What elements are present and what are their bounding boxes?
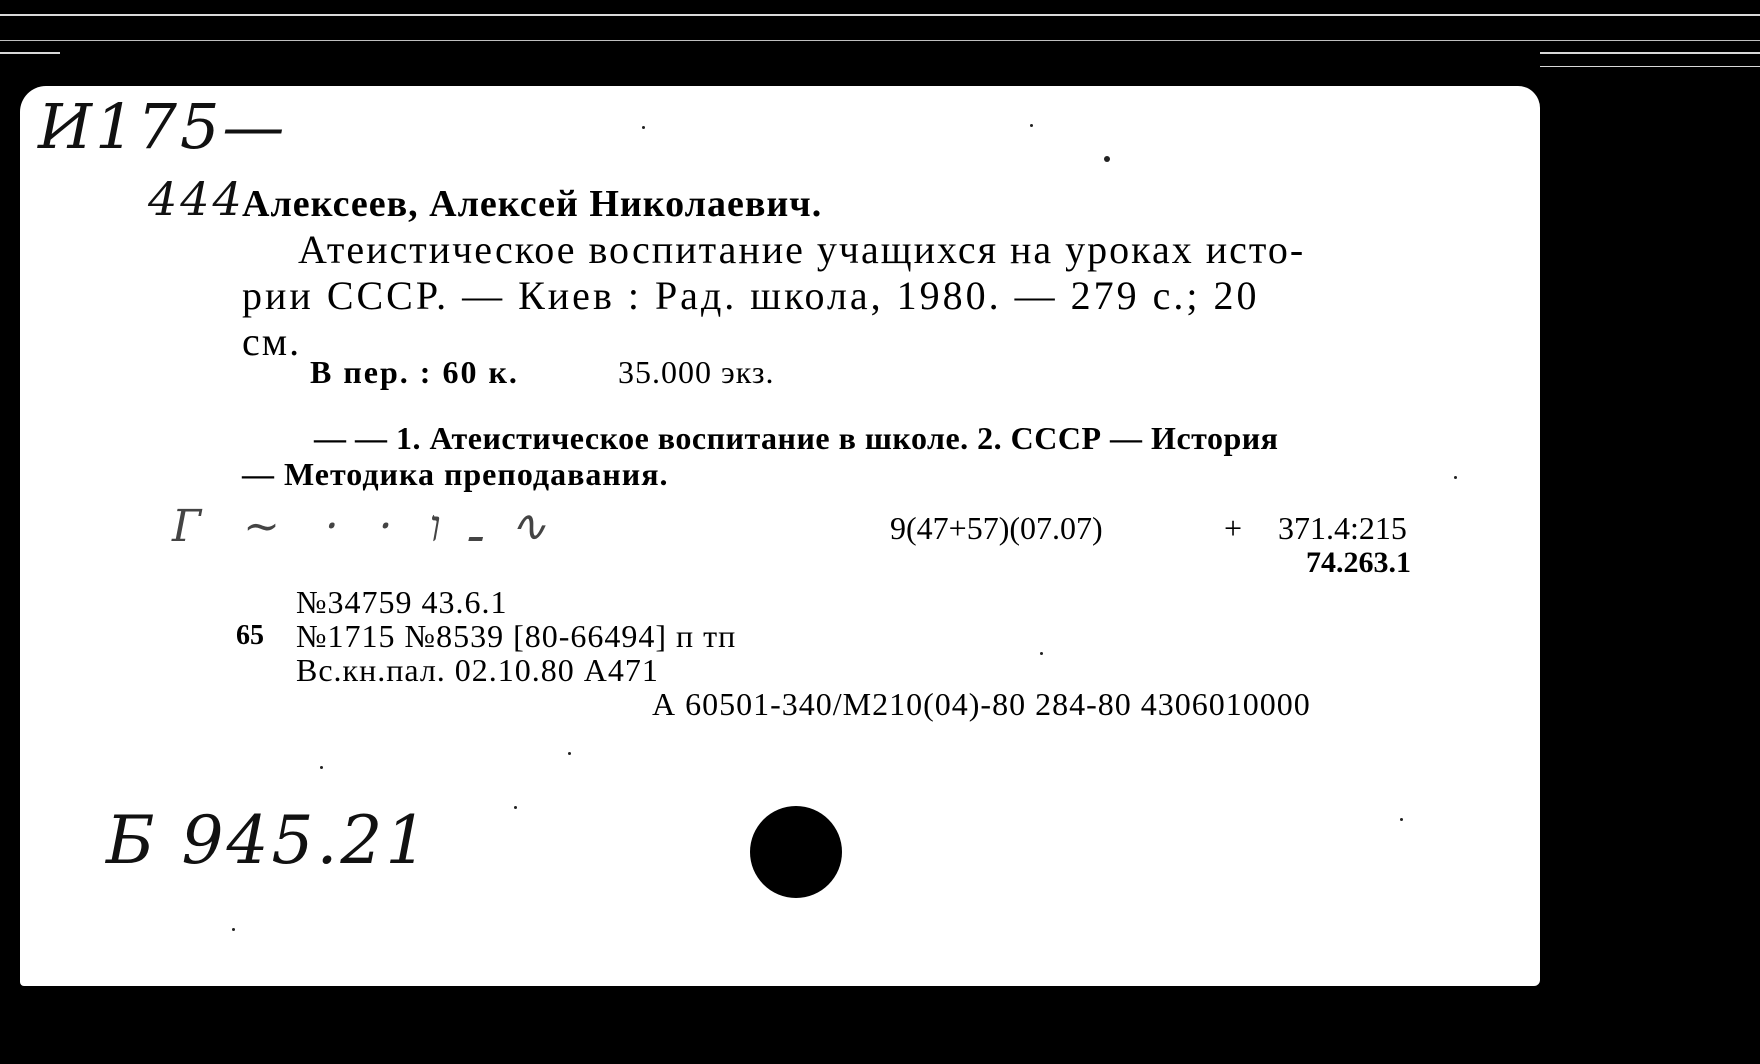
binding-price: В пер. : 60 к. <box>310 354 519 390</box>
subjects-line-1: — — 1. Атеистическое воспитание в школе. 2. СССР — История <box>314 420 1279 456</box>
scan-line <box>0 14 1760 16</box>
handwritten-scribble: Г ~ ⸱ ⸱ ـ ו ∿ <box>172 501 561 552</box>
scan-line <box>0 40 1760 41</box>
scan-speck <box>320 766 323 769</box>
scan-speck <box>568 752 571 755</box>
scan-speck <box>1104 156 1110 162</box>
scan-speck <box>232 928 235 931</box>
record-line-2: №1715 №8539 [80-66494] п тп <box>296 618 737 654</box>
record-line-1: №34759 43.6.1 <box>296 584 508 620</box>
scan-speck <box>514 806 517 809</box>
classification-plus: + <box>1224 510 1243 546</box>
title-line-3: см. <box>242 319 302 364</box>
classification-bbk: 74.263.1 <box>1306 546 1411 579</box>
scan-speck <box>1400 818 1403 821</box>
classification-udc: 371.4:215 <box>1278 510 1407 546</box>
handwritten-call-number: И175— <box>38 90 288 163</box>
record-prefix: 65 <box>236 620 264 651</box>
handwritten-cutter-mark: 444 <box>148 172 245 226</box>
title-line-2: рии СССР. — Киев : Рад. школа, 1980. — 279 с.; 20 <box>242 273 1260 318</box>
print-run: 35.000 экз. <box>618 354 775 390</box>
record-line-4: А 60501-340/М210(04)-80 284-80 4306010000 <box>652 686 1311 722</box>
catalog-card <box>20 86 1540 986</box>
scan-speck <box>1040 652 1043 655</box>
scan-line <box>0 52 60 54</box>
classification-primary: 9(47+57)(07.07) <box>890 510 1103 546</box>
scan-speck <box>642 126 645 129</box>
scan-speck <box>1030 124 1033 127</box>
scan-edge-line <box>8 830 11 970</box>
author-heading: Алексеев, Алексей Николаевич. <box>242 183 823 225</box>
title-line-1: Атеистическое воспитание учащихся на уроках исто- <box>298 227 1306 272</box>
punch-hole <box>750 806 842 898</box>
record-line-3: Вс.кн.пал. 02.10.80 А471 <box>296 652 659 688</box>
scan-speck <box>1454 476 1457 479</box>
handwritten-shelfmark: Б 945.21 <box>106 802 431 879</box>
scan-line <box>1540 52 1760 54</box>
scan-line <box>1540 66 1760 67</box>
subjects-line-2: — Методика преподавания. <box>242 456 669 492</box>
